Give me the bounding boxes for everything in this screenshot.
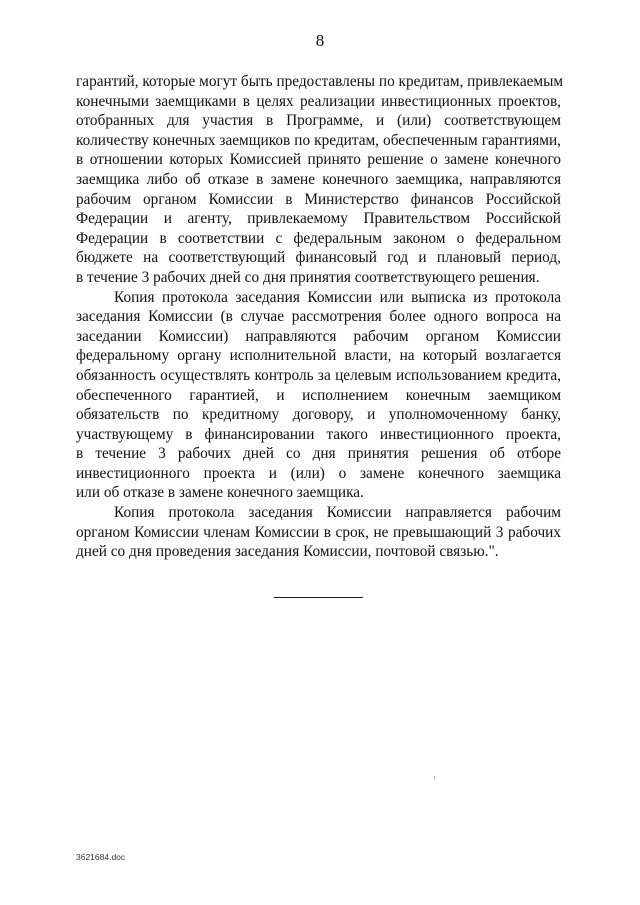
- text-line: гарантий, которые могут быть предоставлены по кредитам, привлекаемым: [76, 73, 564, 90]
- text-line: инвестиционного проекта и (или) о замене конечного заемщика: [76, 464, 561, 482]
- text-line: обеспеченного гарантией, и исполнением конечным заемщиком: [76, 386, 561, 404]
- text-line: заседания Комиссии (в случае рассмотрения более одного вопроса на: [76, 308, 561, 326]
- text-line: в течение 3 рабочих дней со дня принятия решения об отборе: [76, 445, 561, 463]
- text-line: органом Комиссии членам Комиссии в срок, не превышающий 3 рабочих: [76, 523, 561, 541]
- text-line: в отношении которых Комиссией принято решение о замене конечного: [76, 151, 561, 169]
- text-line: Копия протокола заседания Комиссии или выписка из протокола: [114, 288, 561, 306]
- text-line: или об отказе в замене конечного заемщика.: [76, 484, 364, 502]
- page-number: 8: [315, 31, 325, 50]
- paragraph-3: [76, 503, 561, 562]
- text-line: дней со дня проведения заседания Комиссии, почтовой связью.".: [76, 543, 499, 561]
- text-line: конечными заемщиками в целях реализации инвестиционных проектов,: [76, 92, 561, 110]
- text-line: обязанность осуществлять контроль за целевым использованием кредита,: [76, 366, 561, 384]
- text-line: участвующему в финансировании такого инвестиционного проекта,: [76, 425, 561, 443]
- paragraph-1: [76, 72, 564, 288]
- paragraph-2: [76, 288, 561, 504]
- document-body: [76, 72, 564, 562]
- text-line: количеству конечных заемщиков по кредитам, обеспеченным гарантиями,: [76, 131, 561, 149]
- closing-rule: [274, 597, 363, 598]
- text-line: бюджете на соответствующий финансовый год и плановый период,: [76, 249, 561, 267]
- text-line: Федерации и агенту, привлекаемому Правительством Российской: [76, 210, 561, 228]
- footer-doc-code: 3621684.doc: [76, 852, 126, 862]
- text-line: в течение 3 рабочих дней со дня принятия соответствующего решения.: [76, 268, 540, 286]
- text-line: Копия протокола заседания Комиссии направляется рабочим: [114, 504, 561, 522]
- text-line: Федерации в соответствии с федеральным законом о федеральном: [76, 229, 561, 247]
- text-line: отобранных для участия в Программе, и (или) соответствующем: [76, 112, 561, 130]
- text-line: заемщика либо об отказе в замене конечного заемщика, направляются: [76, 170, 561, 188]
- text-line: обязательств по кредитному договору, и уполномоченному банку,: [76, 406, 561, 424]
- text-line: заседании Комиссии) направляются рабочим органом Комиссии: [76, 327, 561, 345]
- text-line: рабочим органом Комиссии в Министерство финансов Российской: [76, 190, 561, 208]
- scan-speck: [434, 776, 435, 779]
- text-line: федеральному органу исполнительной власти, на который возлагается: [76, 347, 561, 365]
